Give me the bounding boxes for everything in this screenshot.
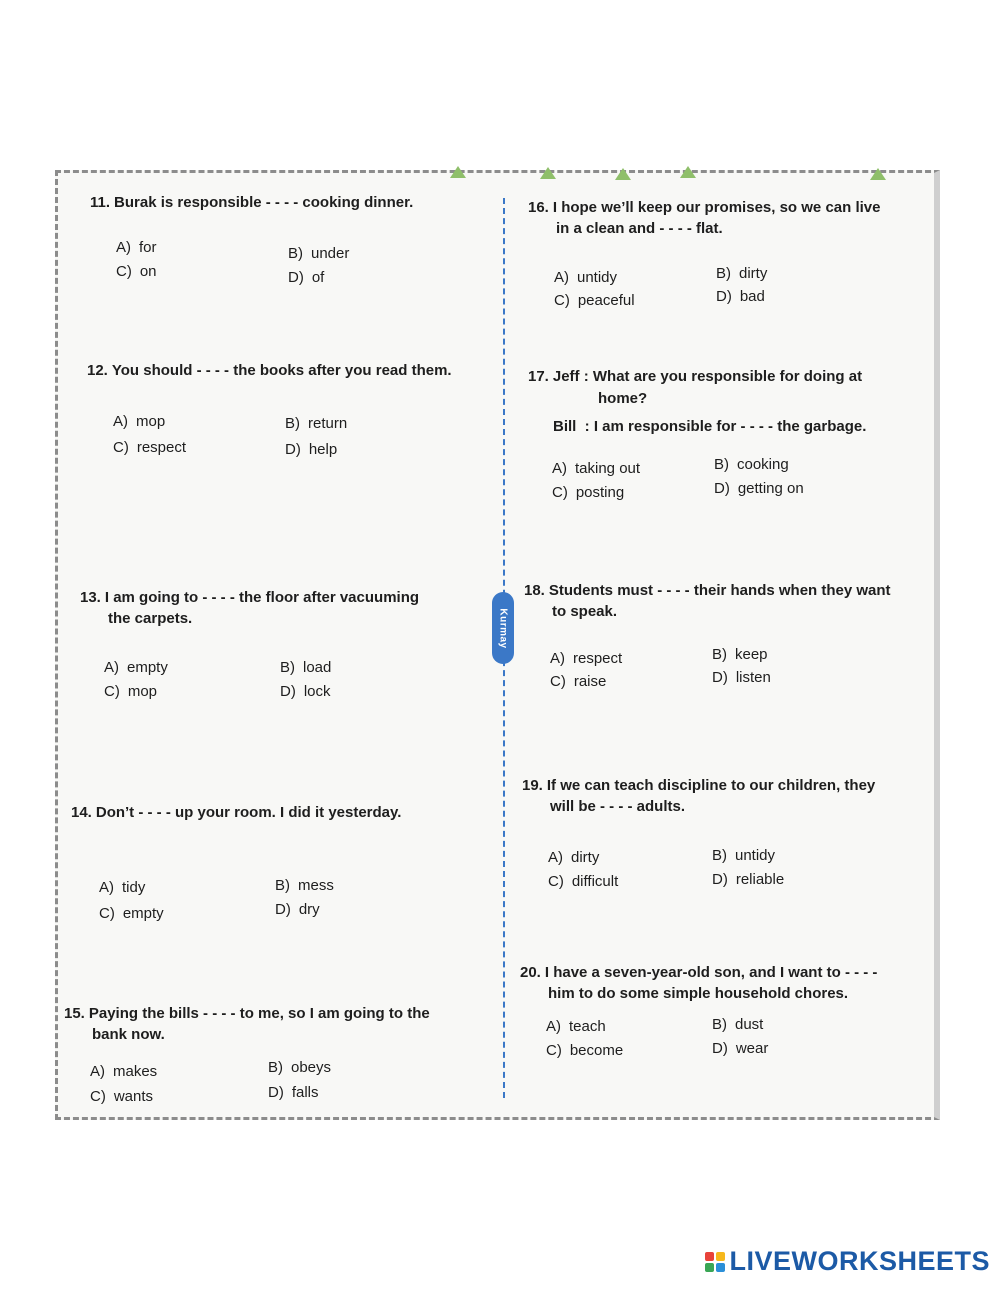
option-d[interactable]: D) getting on [714, 480, 804, 497]
logo-square [705, 1263, 714, 1272]
options [64, 1051, 494, 1105]
option-b[interactable]: B) cooking [714, 456, 789, 473]
options [71, 839, 491, 922]
option-d[interactable]: D) of [288, 269, 325, 286]
options [528, 267, 918, 317]
options [87, 397, 497, 458]
brand-name: LIVEWORKSHEETS [729, 1246, 990, 1276]
option-d[interactable]: D) reliable [712, 871, 785, 888]
leaf-decoration [680, 166, 696, 178]
options [90, 229, 490, 286]
question-stem: 18. Students must - - - - their hands when they want to speak. [524, 582, 891, 620]
question-14 [71, 802, 491, 922]
publisher-logo-icon: Kurmay [492, 592, 514, 664]
question-12 [87, 360, 497, 458]
question-13 [80, 587, 490, 700]
options [524, 648, 919, 698]
leaf-decoration [615, 168, 631, 180]
option-d[interactable]: D) wear [712, 1040, 769, 1057]
question-16 [528, 197, 918, 317]
option-b[interactable]: B) under [288, 245, 350, 262]
option-a[interactable]: A) dirty [548, 849, 600, 866]
option-c[interactable]: C) empty [99, 905, 164, 922]
question-stem: 17. Jeff : What are you responsible for doing at home? Bill : I am responsible for - - - - the garbage. [528, 368, 867, 435]
options [528, 454, 918, 504]
option-c[interactable]: C) peaceful [554, 292, 635, 309]
option-a[interactable]: A) untidy [554, 269, 618, 286]
option-c[interactable]: C) raise [550, 673, 607, 690]
option-c[interactable]: C) wants [90, 1088, 154, 1105]
option-b[interactable]: B) dirty [716, 265, 768, 282]
option-c[interactable]: C) posting [552, 484, 625, 501]
question-stem: 19. If we can teach discipline to our children, they will be - - - - adults. [522, 777, 876, 815]
option-a[interactable]: A) taking out [552, 460, 641, 477]
option-d[interactable]: D) falls [268, 1084, 319, 1101]
option-b[interactable]: B) return [285, 415, 348, 432]
logo-square [705, 1252, 714, 1261]
leaf-decoration [450, 166, 466, 178]
option-c[interactable]: C) respect [113, 439, 187, 456]
option-b[interactable]: B) keep [712, 646, 768, 663]
option-c[interactable]: C) difficult [548, 873, 619, 890]
options [520, 1016, 930, 1066]
option-b[interactable]: B) dust [712, 1016, 764, 1033]
option-b[interactable]: B) mess [275, 877, 334, 894]
question-stem: 11. Burak is responsible - - - - cooking dinner. [90, 194, 414, 211]
logo-square [716, 1263, 725, 1272]
option-b[interactable]: B) obeys [268, 1059, 332, 1076]
option-d[interactable]: D) listen [712, 669, 771, 686]
option-a[interactable]: A) for [116, 239, 157, 256]
leaf-decoration [540, 167, 556, 179]
liveworksheets-logo-icon [705, 1252, 725, 1272]
liveworksheets-logo [705, 1246, 990, 1277]
question-17 [528, 366, 918, 504]
options [80, 645, 490, 700]
question-20 [520, 962, 930, 1066]
question-stem: 14. Don’t - - - - up your room. I did it yesterday. [71, 804, 402, 821]
question-15 [64, 1003, 494, 1105]
option-c[interactable]: C) mop [104, 683, 158, 700]
question-stem: 12. You should - - - - the books after you read them. [87, 362, 452, 379]
option-a[interactable]: A) teach [546, 1018, 606, 1035]
option-c[interactable]: C) become [546, 1042, 624, 1059]
option-b[interactable]: B) untidy [712, 847, 776, 864]
question-stem: 15. Paying the bills - - - - to me, so I am going to the bank now. [64, 1005, 430, 1043]
leaf-decoration [870, 168, 886, 180]
option-d[interactable]: D) help [285, 441, 338, 458]
option-b[interactable]: B) load [280, 659, 332, 676]
option-a[interactable]: A) empty [104, 659, 168, 676]
question-stem: 16. I hope we’ll keep our promises, so we can live in a clean and - - - - flat. [528, 199, 881, 237]
question-11 [90, 192, 490, 286]
option-a[interactable]: A) tidy [99, 879, 146, 896]
logo-square [716, 1252, 725, 1261]
question-19 [522, 775, 917, 893]
question-stem: 13. I am going to - - - - the floor after vacuuming the carpets. [80, 589, 420, 627]
options [522, 843, 917, 893]
option-d[interactable]: D) dry [275, 901, 320, 918]
option-a[interactable]: A) respect [550, 650, 623, 667]
option-d[interactable]: D) bad [716, 288, 765, 305]
option-a[interactable]: A) makes [90, 1063, 158, 1080]
question-18 [524, 580, 919, 698]
question-stem: 20. I have a seven-year-old son, and I want to - - - - him to do some simple household chores. [520, 964, 878, 1002]
option-d[interactable]: D) lock [280, 683, 331, 700]
option-c[interactable]: C) on [116, 263, 157, 280]
option-a[interactable]: A) mop [113, 413, 166, 430]
